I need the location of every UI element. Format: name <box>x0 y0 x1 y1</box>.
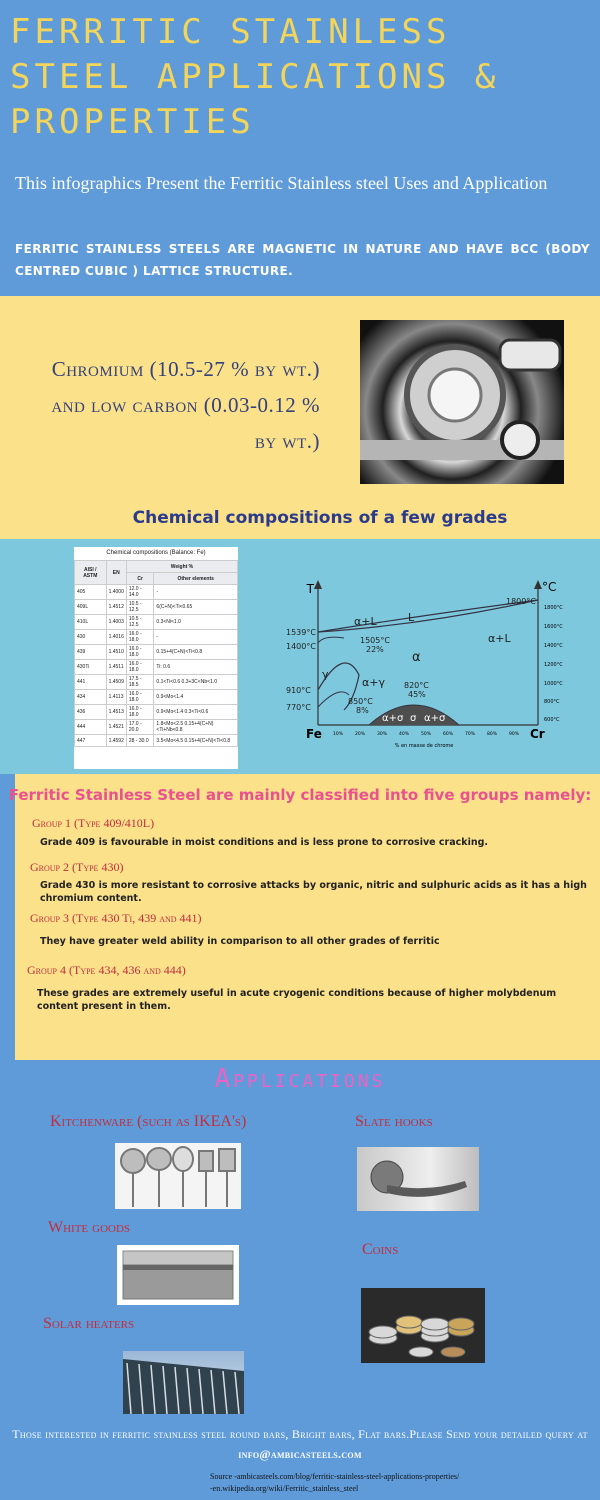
groups-heading: Ferritic Stainless Steel are mainly classified into five groups namely: <box>8 786 592 804</box>
x-tick-label: 60% <box>442 732 454 737</box>
label-1539: 1539°C <box>286 628 316 637</box>
white-goods-photo <box>117 1245 239 1305</box>
label-liquid: L <box>408 611 415 624</box>
label-alpha-sigma-left: α+σ <box>382 713 404 724</box>
label-alpha-gamma: α+γ <box>362 676 385 689</box>
y-tick-label: 1600°C <box>544 624 563 630</box>
y-tick-label: 1000°C <box>544 681 563 687</box>
table-row: 409L 1.4512 10.5 - 12.5 6(C+N)<Ti<0.65 <box>75 600 238 615</box>
label-1800: 1800°C <box>506 597 536 606</box>
table-body <box>75 585 238 747</box>
label-alpha: α <box>412 650 421 665</box>
table-row: 405 1.4000 12.0 - 14.0 - <box>75 585 238 600</box>
page-title: FERRITIC STAINLESS STEEL APPLICATIONS & PROPERTIES <box>10 12 500 142</box>
composition-table <box>74 560 238 747</box>
kitchenware-label: Kitchenware (such as IKEA's) <box>50 1113 247 1130</box>
magnetic-line <box>318 692 349 707</box>
label-1400: 1400°C <box>286 642 316 651</box>
table-row: 410L 1.4003 10.5 - 12.5 0.3<Ni<1.0 <box>75 615 238 630</box>
x-tick-label: 90% <box>508 732 520 737</box>
x-tick-label: 10% <box>332 732 344 737</box>
delta-boundary <box>318 637 344 643</box>
group-3-desc: They have greater weld ability in comparison to all other grades of ferritic <box>40 936 440 947</box>
source-line-2: -en.wikipedia.org/wiki/Ferritic_stainless_steel <box>210 1484 359 1493</box>
y-tick-label: 600°C <box>544 717 560 723</box>
x-tick-label: 50% <box>420 732 432 737</box>
label-8pct: 8% <box>356 706 369 715</box>
table-row: 444 1.4521 17.0 - 20.0 1.8<Mo<2.5 0.15+4(C+N)<Ti+Nb<0.8 <box>75 720 238 735</box>
footer-text <box>10 1424 590 1464</box>
label-alpha-l-left: α+L <box>354 615 377 628</box>
table-row: 447 1.4592 28 - 30.0 3.5<Mo<4.5 0.15+4(C+N)<Ti<0.8 <box>75 735 238 747</box>
motorcycle-engine-drawing <box>360 320 564 484</box>
bcc-statement: FERRITIC STAINLESS STEELS ARE MAGNETIC IN NATURE AND HAVE BCC (BODY CENTRED CUBIC ) LATTICE STRUCTURE. <box>15 242 590 278</box>
col-en: EN <box>106 561 126 585</box>
label-alpha-sigma-right: α+σ <box>424 713 446 724</box>
source-line-1: Source -ambicasteels.com/blog/ferritic-stainless-steel-applications-properties/ <box>210 1472 460 1481</box>
col-other: Other elements <box>154 573 238 585</box>
x-axis-caption: % en masse de chrome <box>394 743 454 749</box>
left-axis-arrow-icon <box>314 580 322 589</box>
email-link[interactable]: info@ambicasteels.com <box>238 1447 362 1461</box>
coins-label: Coins <box>362 1241 399 1258</box>
x-tick-labels <box>333 731 520 737</box>
label-sigma: σ <box>410 713 417 724</box>
chromium-section <box>0 296 600 539</box>
chemical-compositions-heading: Chemical compositions of a few grades <box>132 508 508 528</box>
composition-table-image <box>74 547 238 769</box>
x-tick-label: 20% <box>354 732 366 737</box>
fe-label: Fe <box>306 727 322 741</box>
label-850: 850°C <box>348 697 373 706</box>
label-910: 910°C <box>286 686 311 695</box>
y-tick-label: 1200°C <box>544 662 563 668</box>
coins-drawing <box>361 1288 485 1363</box>
slate-hooks-label: Slate hooks <box>355 1113 433 1130</box>
right-axis-arrow-icon <box>534 580 542 589</box>
footer-query-text: Those interested in ferritic stainless steel round bars, Bright bars, Flat bars.Please Send your detailed query at <box>12 1427 588 1441</box>
table-row: 441 1.4509 17.5 - 18.5 0.1<Ti<0.6 0.3+3C<Nb<1.0 <box>75 675 238 690</box>
label-820: 820°C <box>404 681 429 690</box>
slate-hooks-photo <box>357 1147 479 1211</box>
liquidus-curve <box>318 600 538 632</box>
kitchenware-photo <box>115 1143 241 1209</box>
group-3-title: Group 3 (Type 430 Ti, 439 and 441) <box>30 911 202 925</box>
y-tick-labels <box>544 605 563 723</box>
y-tick-label: 800°C <box>544 699 560 705</box>
source-credits <box>210 1471 600 1495</box>
group-1-desc: Grade 409 is favourable in moist conditions and is less prone to corrosive cracking. <box>40 837 488 848</box>
label-alpha-l-right: α+L <box>488 632 511 645</box>
table-caption: Chemical compositions (Balance: Fe) <box>106 550 206 556</box>
x-tick-label: 70% <box>464 732 476 737</box>
fe-cr-phase-diagram <box>284 575 586 765</box>
chromium-text: Chromium (10.5-27 % by wt.) and low carbon (0.03-0.12 % by wt.) <box>51 357 320 453</box>
x-tick-label: 80% <box>486 732 498 737</box>
label-gamma: γ <box>322 668 329 681</box>
axis-degc-label: °C <box>542 580 557 594</box>
group-4-title: Group 4 (Type 434, 436 and 444) <box>27 963 186 977</box>
group-2-title: Group 2 (Type 430) <box>30 860 124 874</box>
group-4-desc: These grades are extremely useful in acute cryogenic conditions because of higher molybdenum content present in them. <box>37 988 557 1012</box>
composition-section <box>0 539 600 774</box>
y-tick-label: 1800°C <box>544 605 563 611</box>
table-row: 430 1.4016 16.0 - 18.0 - <box>75 630 238 645</box>
group-2-desc: Grade 430 is more resistant to corrosive attacks by organic, nitric and sulphuric acids as it has a high chromium content. <box>40 880 587 904</box>
applications-heading: Applications <box>214 1064 386 1094</box>
freezer-drawing <box>117 1245 239 1305</box>
x-tick-label: 30% <box>376 732 388 737</box>
table-row: 439 1.4510 16.0 - 18.0 0.15+4(C+N)<Ti<0.8 <box>75 645 238 660</box>
y-tick-label: 1400°C <box>544 643 563 649</box>
groups-section <box>8 774 600 1060</box>
table-row: 436 1.4513 16.0 - 18.0 0.9<Mo<1.4 0.3<Ti<0.6 <box>75 705 238 720</box>
label-770: 770°C <box>286 703 311 712</box>
col-grade: AISI / ASTM <box>75 561 107 585</box>
table-row: 430Ti 1.4511 16.0 - 18.0 Ti: 0.6 <box>75 660 238 675</box>
kitchen-utensils-drawing <box>115 1143 241 1209</box>
label-45pct: 45% <box>408 690 426 699</box>
solar-tubes-drawing <box>123 1351 244 1414</box>
coins-photo <box>361 1288 485 1363</box>
cr-label: Cr <box>530 727 545 741</box>
table-row: 434 1.4113 16.0 - 18.0 0.9<Mo<1.4 <box>75 690 238 705</box>
solar-heaters-label: Solar heaters <box>43 1315 135 1332</box>
x-tick-label: 40% <box>398 732 410 737</box>
label-1505: 1505°C <box>360 636 390 645</box>
door-handle-drawing <box>357 1147 479 1211</box>
col-weight: Weight % <box>126 561 237 573</box>
white-goods-label: White goods <box>48 1219 131 1236</box>
solar-heaters-photo <box>123 1351 244 1414</box>
motorcycle-engine-photo <box>360 320 564 484</box>
axis-t-label: T <box>306 582 314 596</box>
intro-text: This infographics Present the Ferritic Stainless steel Uses and Application <box>15 173 548 193</box>
label-22pct: 22% <box>366 645 384 654</box>
group-1-title: Group 1 (Type 409/410L) <box>32 816 155 830</box>
col-cr: Cr <box>126 573 154 585</box>
